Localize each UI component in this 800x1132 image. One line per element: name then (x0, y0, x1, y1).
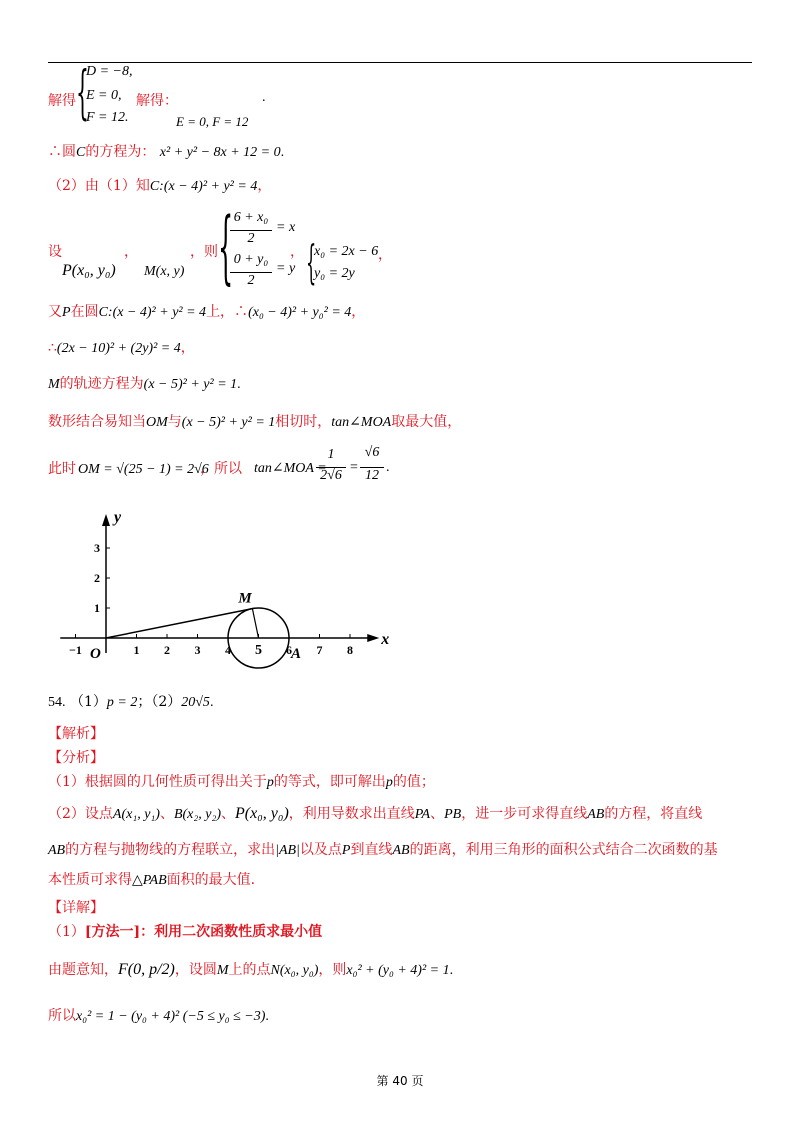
let-comma-1: ， (124, 244, 138, 260)
circle-equation-line: ∴圆C的方程为： x² + y² − 8x + 12 = 0. (48, 144, 285, 160)
locus-graph (48, 498, 388, 680)
fenxi-heading: 【分析】 (48, 750, 104, 766)
let-comma-2: ，则 (190, 244, 218, 260)
page-footer: 第 40 页 (376, 1074, 424, 1088)
result-om: OM = √(25 − 1) = 2√6 (78, 462, 209, 477)
system-dot: . (262, 90, 266, 105)
xiangjie-heading: 【详解】 (48, 900, 104, 916)
y-axis-label: y (114, 509, 122, 526)
x-tick-label: −1 (69, 643, 82, 657)
let-label: 设 (48, 244, 62, 260)
point-a-label: A (291, 646, 302, 662)
result-prefix: 此时 (48, 461, 76, 477)
analysis-line-2: （2）设点A(x₁, y₁)、B(x₂, y₂)、P(x₀, y₀)，利用导数求出直线PA、PB，进一步可求得直线AB的方程，将直线 (48, 805, 703, 822)
frac-rhs-1: = x (276, 220, 296, 235)
origin-label: O (90, 646, 101, 662)
analysis-line-3: AB的方程与抛物线的方程联立，求出|AB|以及点P到直线AB的距离，利用三角形的面积公式结合二次函数的基 (48, 842, 718, 858)
result-num-1: 1 (327, 447, 335, 462)
solve-brace: { (306, 235, 317, 289)
q54-answer-line: 54. （1）p = 2；（2）20√5. (48, 694, 214, 710)
point-p: P(x₀, y₀) (62, 262, 116, 279)
result-num-2: √6 (364, 445, 380, 460)
substitution-line: ∴(2x − 10)² + (2y)² = 4， (48, 340, 195, 356)
x-axis-arrow (367, 634, 379, 642)
frac-num-1: 6 + x₀ (233, 210, 269, 225)
system-brace: { (76, 58, 89, 126)
system-label: 解得 (48, 93, 76, 109)
x-tick-label: 8 (347, 643, 353, 657)
x-tick-label: 4 (225, 643, 231, 657)
result-den-1: 2√6 (320, 468, 342, 483)
frac-den-2: 2 (247, 273, 255, 288)
y-tick-label: 3 (94, 541, 100, 555)
result-den-2: 12 (365, 468, 379, 483)
y-tick-label: 1 (94, 601, 100, 615)
y-tick-label: 2 (94, 571, 100, 585)
part2-line: （2）由（1）知C:(x − 4)² + y² = 4， (48, 178, 272, 194)
x-tick-label: 6 (286, 643, 292, 657)
method-one-line: （1）[方法一]：利用二次函数性质求最小值 (48, 924, 323, 940)
radius-line (252, 609, 258, 638)
let-comma-4: ， (378, 247, 392, 263)
x-axis-label: x (381, 631, 390, 648)
x-tick-label: 3 (194, 643, 201, 657)
solve-line-2: y₀ = 2y (314, 266, 355, 281)
system-line-1: D = −8, (86, 64, 133, 79)
jiexi-heading: 【解析】 (48, 726, 104, 742)
analysis-line-4: 本性质可求得△PAB面积的最大值. (48, 872, 256, 888)
analysis-line-1: （1）根据圆的几何性质可得出关于p的等式，即可解出p的值； (48, 774, 435, 790)
frac-den-1: 2 (247, 231, 255, 246)
tangent-line: 数形结合易知当OM与(x − 5)² + y² = 1相切时，tan∠MOA取最大值， (48, 414, 462, 430)
point-m: M(x, y) (144, 264, 185, 279)
system-inline: E = 0, F = 12 (176, 114, 249, 129)
detail-line-2: 所以x₀² = 1 − (y₀ + 4)² (−5 ≤ y₀ ≤ −3). (48, 1008, 269, 1024)
y-axis-arrow (102, 514, 110, 526)
tangent-om-line (106, 609, 252, 638)
let-brace: { (218, 200, 234, 293)
x-tick-label: 7 (316, 643, 323, 657)
on-circle-line: 又P在圆C:(x − 4)² + y² = 4上，∴(x₀ − 4)² + y₀² = 4， (48, 304, 366, 320)
locus-line: M的轨迹方程为(x − 5)² + y² = 1. (48, 376, 241, 392)
frac-rhs-2: = y (276, 261, 296, 276)
solve-line-1: x₀ = 2x − 6 (314, 244, 379, 259)
result-end: . (386, 460, 390, 475)
x-tick-label: 5 (255, 643, 262, 658)
point-m-label: M (238, 590, 252, 607)
x-tick-label: 1 (133, 643, 140, 657)
system-label-2: 解得： (136, 93, 178, 109)
header-rule (48, 62, 752, 63)
result-equals: = (350, 460, 358, 475)
system-line-3: F = 12. (86, 110, 129, 125)
result-tan: tan∠MOA = (254, 461, 327, 476)
let-comma-3: ， (290, 244, 304, 260)
system-line-2: E = 0, (86, 88, 122, 103)
x-tick-label: 2 (164, 643, 170, 657)
detail-line-1: 由题意知，F(0, p/2)，设圆M上的点N(x₀, y₀)，则x₀² + (y₀ + 4)² = 1. (48, 961, 454, 978)
frac-num-2: 0 + y₀ (233, 252, 269, 267)
result-so: ，所以 (200, 461, 242, 477)
